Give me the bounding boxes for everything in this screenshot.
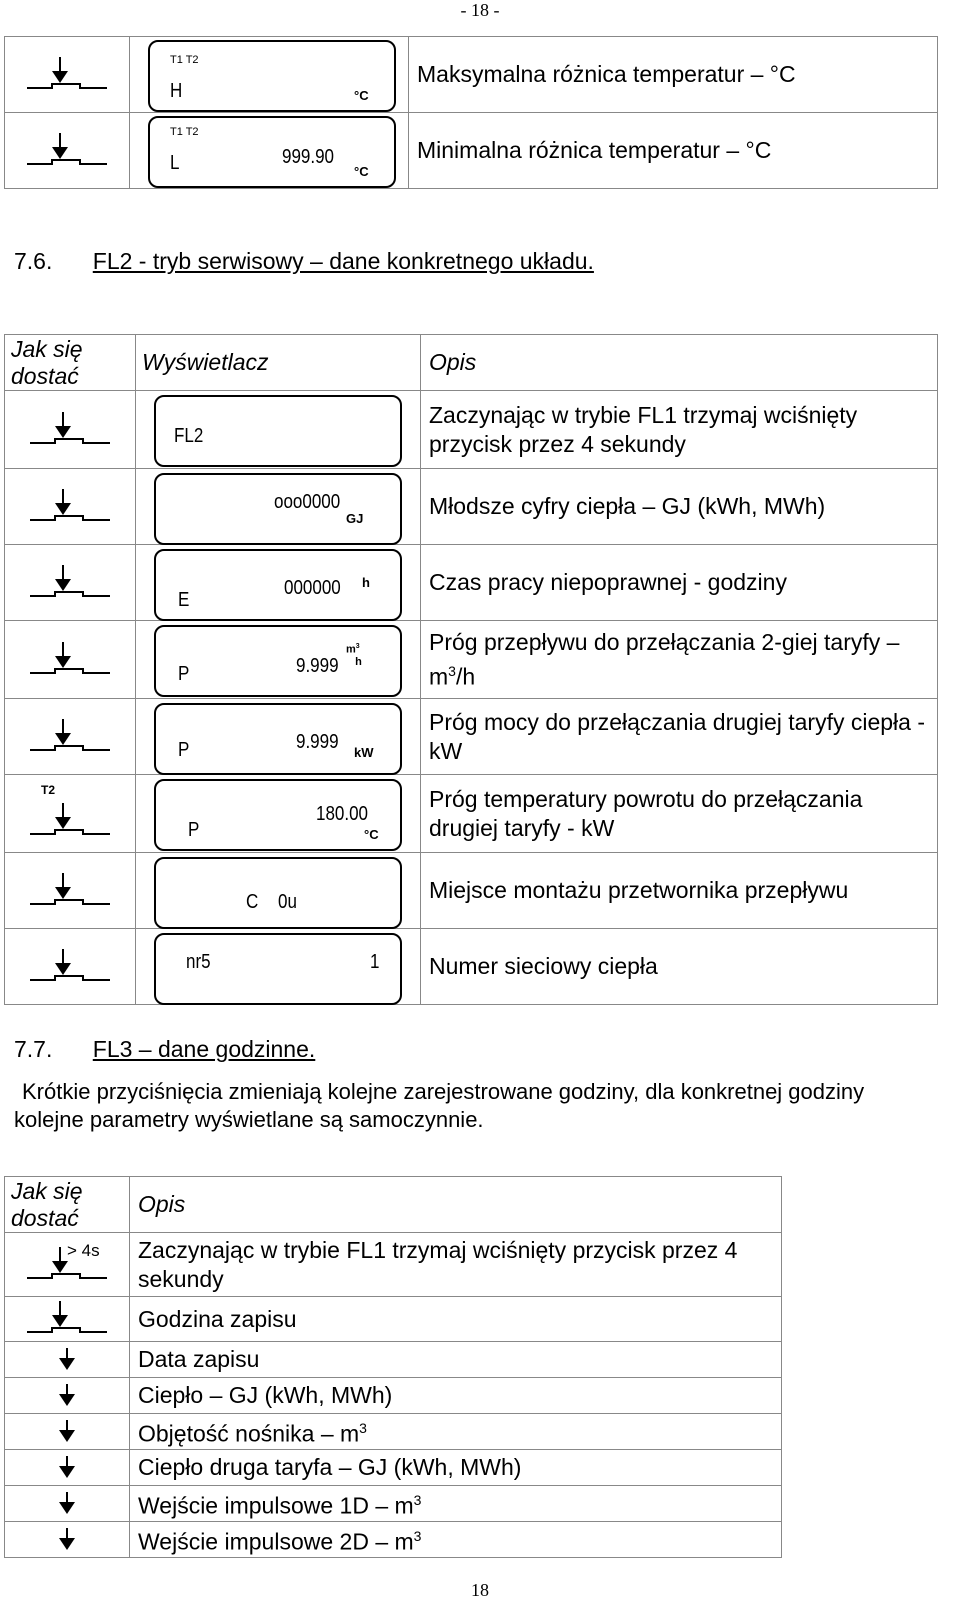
row-desc: Maksymalna różnica temperatur – °C (409, 37, 938, 113)
lcd-left: P (178, 663, 190, 685)
lcd-left: C (246, 891, 259, 913)
header-desc: Opis (421, 335, 938, 391)
arrow-down-icon (57, 1528, 77, 1552)
lcd-display (154, 933, 402, 1005)
lcd-unit: $m^3$ h (346, 643, 362, 668)
lcd-value: 180.00 (316, 803, 368, 825)
arrow-down-icon (57, 1348, 77, 1372)
table-row (5, 545, 938, 621)
lcd-left: nr5 (186, 951, 211, 973)
fl2-table (4, 334, 938, 1005)
button-icon (30, 408, 110, 452)
page-footer: 18 (471, 1580, 489, 1600)
table-row (5, 1233, 782, 1297)
lcd-left: P (178, 739, 190, 761)
table-row (5, 1378, 782, 1414)
lcd-left: P (188, 819, 200, 841)
arrow-down-icon (57, 1492, 77, 1516)
lcd-display (154, 473, 402, 545)
lcd-display (154, 395, 402, 467)
table-row (5, 1414, 782, 1450)
lcd-value: 9.999 (296, 655, 339, 677)
table-row (5, 621, 938, 699)
button-icon (27, 1297, 107, 1341)
row-desc: Minimalna różnica temperatur – °C (409, 113, 938, 189)
lcd-display (154, 625, 402, 697)
table-row (5, 775, 938, 853)
btn-label: T2 (41, 783, 56, 797)
row-desc: Próg przepływu do przełączania 2-giej taryfy – $m^3/h$ (421, 621, 938, 699)
section-7-6 (14, 248, 594, 275)
lcd-value: 1 (370, 951, 380, 973)
row-desc: Ciepło – GJ (kWh, MWh) (130, 1378, 782, 1414)
table-row (5, 1486, 782, 1522)
lcd-unit: h (362, 575, 370, 590)
lcd-unit: °C (364, 827, 379, 842)
arrow-down-icon (57, 1456, 77, 1480)
header-desc: Opis (130, 1177, 782, 1233)
lcd-top-label: T1 T2 (170, 126, 199, 138)
lcd-value: ooo0000 (274, 491, 341, 513)
section-number: 7.7. (14, 1036, 53, 1062)
arrow-down-icon (57, 1384, 77, 1408)
row-desc: Wejście impulsowe $1D - m^3$ (130, 1486, 782, 1522)
hold-label: > 4s (67, 1241, 100, 1260)
row-desc: Numer sieciowy ciepła (421, 929, 938, 1005)
button-icon (27, 53, 107, 97)
fl3-table (4, 1176, 782, 1558)
row-desc: Data zapisu (130, 1342, 782, 1378)
lcd-left: FL2 (174, 425, 204, 447)
lcd-unit: GJ (346, 511, 364, 526)
row-desc: Próg mocy do przełączania drugiej taryfy ciepła - kW (421, 699, 938, 775)
lcd-unit: °C (354, 164, 369, 179)
header-how: Jak się dostać (5, 1177, 130, 1233)
header-how: Jak się dostać (5, 335, 136, 391)
paragraph: Krótkie przyciśnięcia zmieniają kolejne zarejestrowane godziny, dla konkretnej godziny kolejne parametry wyświetlane są samoczynnie. (14, 1079, 865, 1132)
button-icon (30, 945, 110, 989)
button-icon (30, 561, 110, 605)
button-icon (30, 799, 110, 843)
lcd-display (148, 40, 396, 112)
lcd-value: 999.90 (282, 146, 334, 168)
lcd-left: H (170, 80, 183, 102)
lcd-value: 0u (278, 891, 297, 913)
row-desc: Ciepło druga taryfa – GJ (kWh, MWh) (130, 1450, 782, 1486)
row-desc: Młodsze cyfry ciepła – GJ (kWh, MWh) (421, 469, 938, 545)
table-row (5, 469, 938, 545)
top-table (4, 36, 938, 189)
button-icon (30, 638, 110, 682)
row-desc: Miejsce montażu przetwornika przepływu (421, 853, 938, 929)
button-icon (30, 715, 110, 759)
lcd-left: E (178, 589, 190, 611)
page-header: - 18 - (460, 0, 500, 20)
table-row (5, 699, 938, 775)
table-row (5, 929, 938, 1005)
row-desc: Objętość nośnika – $m^3$ (130, 1414, 782, 1450)
row-desc: Czas pracy niepoprawnej - godziny (421, 545, 938, 621)
table-row (5, 1522, 782, 1558)
row-desc: Zaczynając w trybie FL1 trzymaj wciśnięty przycisk przez 4 sekundy (130, 1233, 782, 1297)
lcd-display (154, 703, 402, 775)
lcd-display (154, 779, 402, 851)
button-icon (30, 485, 110, 529)
lcd-value: 9.999 (296, 731, 339, 753)
table-row (5, 853, 938, 929)
button-icon (30, 869, 110, 913)
lcd-value: 000000 (284, 577, 341, 599)
lcd-unit: °C (354, 88, 369, 103)
row-desc: Zaczynając w trybie FL1 trzymaj wciśnięty przycisk przez 4 sekundy (421, 391, 938, 469)
lcd-display (148, 116, 396, 188)
section-7-7 (14, 1036, 315, 1063)
lcd-left: L (170, 152, 180, 174)
section-title: FL3 – dane godzinne. (92, 1036, 316, 1062)
lcd-display (154, 857, 402, 929)
table-row (5, 1342, 782, 1378)
section-title: FL2 - tryb serwisowy – dane konkretnego układu. (92, 248, 594, 274)
button-icon (27, 129, 107, 173)
row-desc: Wejście impulsowe $2D - m^3$ (130, 1522, 782, 1558)
table-row (5, 391, 938, 469)
table-row (5, 1450, 782, 1486)
row-desc: Próg temperatury powrotu do przełączania drugiej taryfy - kW (421, 775, 938, 853)
lcd-top-label: T1 T2 (170, 54, 199, 66)
table-row (5, 1297, 782, 1342)
lcd-display (154, 549, 402, 621)
lcd-unit: kW (354, 745, 374, 760)
header-display: Wyświetlacz (136, 335, 421, 391)
section-number: 7.6. (14, 248, 53, 274)
row-desc: Godzina zapisu (130, 1297, 782, 1342)
arrow-down-icon (57, 1420, 77, 1444)
